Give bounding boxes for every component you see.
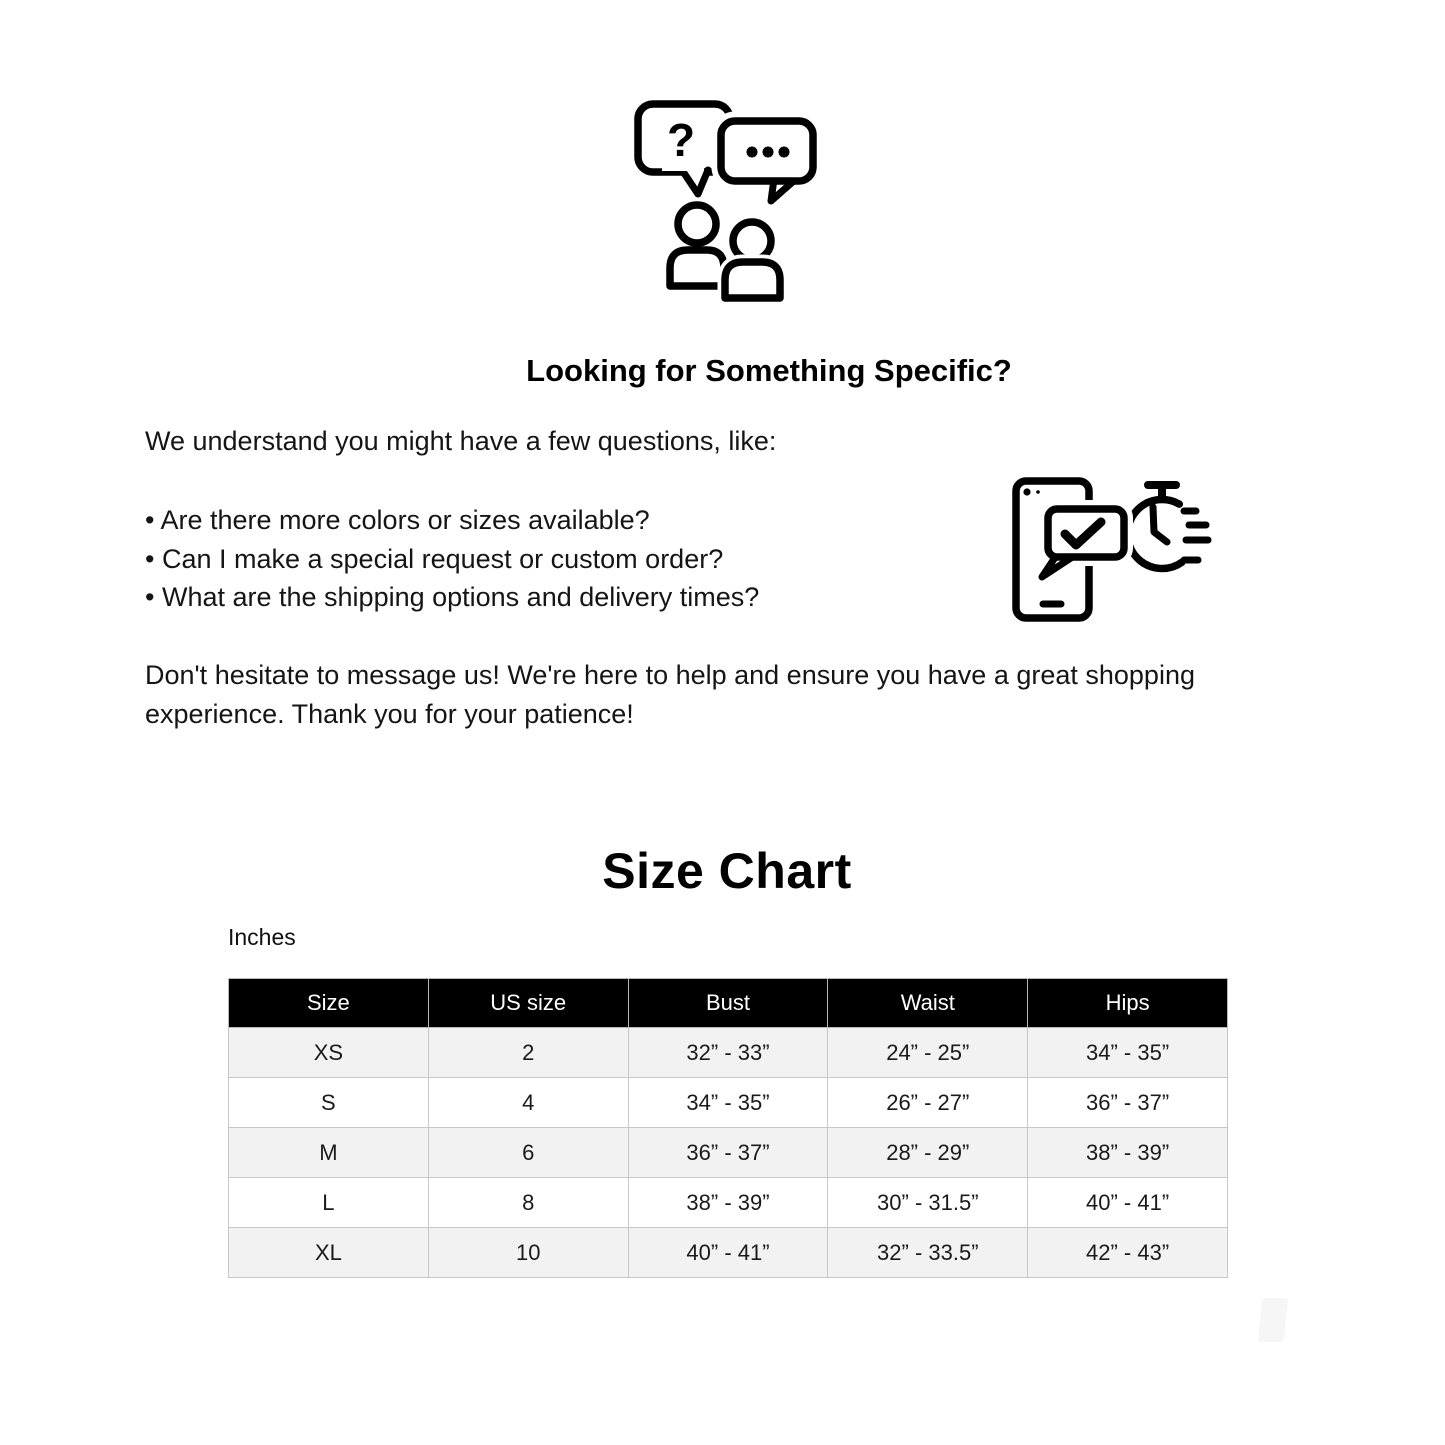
column-header: Hips (1028, 979, 1228, 1028)
person-right-icon (725, 222, 780, 298)
table-cell: 34” - 35” (628, 1078, 828, 1128)
table-cell: 36” - 37” (1028, 1078, 1228, 1128)
question-list (145, 501, 1005, 617)
size-chart-header-row (229, 979, 1228, 1028)
table-cell: 34” - 35” (1028, 1028, 1228, 1078)
svg-text:?: ? (666, 114, 696, 166)
table-cell: 38” - 39” (1028, 1128, 1228, 1178)
intro-text: We understand you might have a few questions, like: (145, 426, 777, 456)
column-header: Size (229, 979, 429, 1028)
question-item: • Are there more colors or sizes available? (145, 505, 650, 535)
speed-lines-icon (1184, 511, 1208, 560)
question-item: • What are the shipping options and delivery times? (145, 582, 760, 612)
table-cell: 10 (428, 1228, 628, 1278)
table-cell: 30” - 31.5” (828, 1178, 1028, 1228)
phone-timer-graphic (1012, 476, 1222, 626)
unit-label: Inches (228, 924, 296, 950)
size-chart-title: Size Chart (602, 843, 852, 899)
table-cell: 38” - 39” (628, 1178, 828, 1228)
stopwatch-icon (1128, 485, 1208, 568)
closing-text: Don't hesitate to message us! We're here to help and ensure you have a great shopping experience. Thank you for your patience! (145, 660, 1195, 729)
table-cell: 40” - 41” (628, 1228, 828, 1278)
table-cell: 42” - 43” (1028, 1228, 1228, 1278)
table-cell: L (229, 1178, 429, 1228)
person-left-icon (670, 205, 724, 286)
table-row (229, 1028, 1228, 1078)
table-cell: M (229, 1128, 429, 1178)
table-cell: 24” - 25” (828, 1028, 1028, 1078)
dots-bubble-icon (721, 121, 813, 201)
table-cell: 40” - 41” (1028, 1178, 1228, 1228)
table-row (229, 1128, 1228, 1178)
column-header: Waist (828, 979, 1028, 1028)
table-cell: 32” - 33.5” (828, 1228, 1028, 1278)
table-cell: S (229, 1078, 429, 1128)
table-row (229, 1078, 1228, 1128)
table-cell: 4 (428, 1078, 628, 1128)
size-chart-body (229, 1028, 1228, 1278)
chat-people-graphic (628, 98, 824, 310)
phone-timer-icon (1012, 476, 1222, 626)
table-cell: XL (229, 1228, 429, 1278)
table-cell: 8 (428, 1178, 628, 1228)
table-cell: 2 (428, 1028, 628, 1078)
chat-people-icon (628, 98, 824, 310)
size-chart-header (229, 979, 1228, 1028)
table-row (229, 1178, 1228, 1228)
table-cell: 26” - 27” (828, 1078, 1028, 1128)
column-header: US size (428, 979, 628, 1028)
table-cell: XS (229, 1028, 429, 1078)
table-cell: 32” - 33” (628, 1028, 828, 1078)
question-item: • Can I make a special request or custom order? (145, 543, 724, 574)
help-heading: Looking for Something Specific? (526, 353, 1012, 388)
column-header: Bust (628, 979, 828, 1028)
table-cell: 28” - 29” (828, 1128, 1028, 1178)
watermark-mark (1258, 1298, 1289, 1342)
table-cell: 6 (428, 1128, 628, 1178)
table-cell: 36” - 37” (628, 1128, 828, 1178)
size-chart-table (228, 978, 1228, 1278)
table-row (229, 1228, 1228, 1278)
